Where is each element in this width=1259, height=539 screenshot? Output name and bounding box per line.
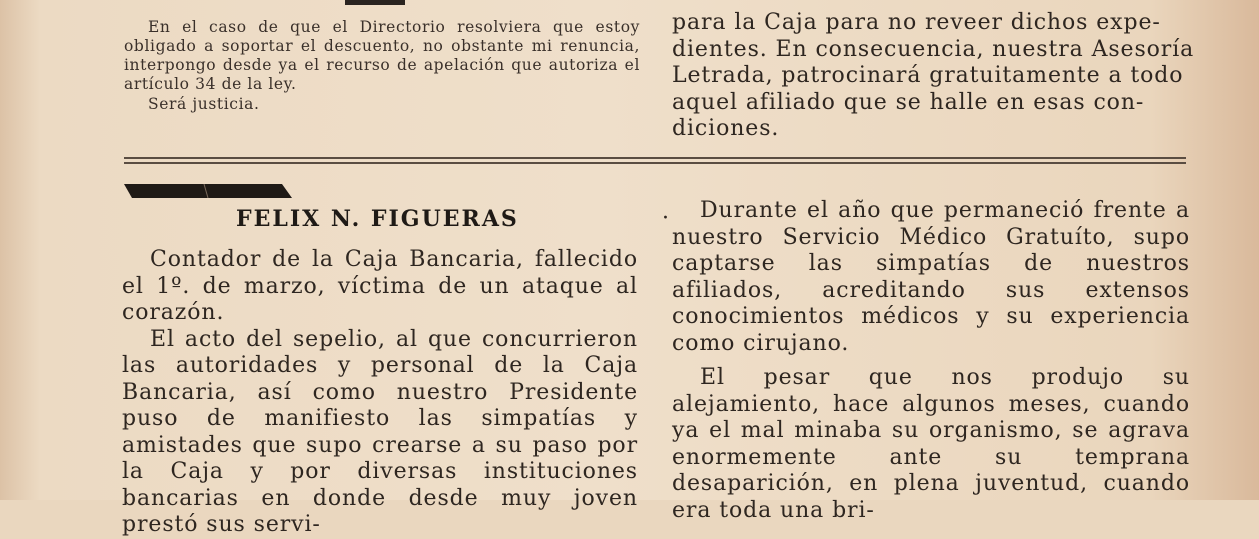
text-line: Letrada, patrocinará gratuitamente a todo <box>672 63 1184 88</box>
text-line: dientes. En consecuencia, nuestra Asesoría <box>672 36 1195 62</box>
top-right-column <box>672 10 1195 143</box>
obituary-left-column <box>122 247 638 539</box>
top-left-column <box>124 18 640 114</box>
text-line: diciones. <box>672 116 780 141</box>
obituary-paragraph: El pesar que nos produjo su alejamiento, hace algunos meses, cuando ya el mal minaba su organismo, se agrava enormemente ante su temprana desaparición, en plena juventud, cuando era toda una bri- <box>672 365 1190 523</box>
appeal-paragraph: En el caso de que el Directorio resolviera que estoy obligado a soportar el descuento, no obstante mi renuncia, interpongo desde ya el recurso de apelación que autoriza el artículo 34 de la ley. <box>124 18 640 93</box>
text-line: para la Caja para no reveer dichos expe- <box>672 10 1161 35</box>
section-divider-bottom <box>124 162 1186 164</box>
obituary-paragraph: Durante el año que permaneció frente a nuestro Servicio Médico Gratuíto, supo captarse las simpatías de nuestros afiliados, acreditando sus extensos conocimientos médicos y su experiencia como cirujano. <box>672 198 1190 356</box>
section-ornament-bar <box>345 0 405 5</box>
section-divider-top <box>124 157 1186 159</box>
obituary-title: FELIX N. FIGUERAS <box>236 206 519 232</box>
obituary-right-column <box>672 198 1190 524</box>
closing-line: Será justicia. <box>148 95 260 113</box>
title-ornament-bar <box>124 184 292 198</box>
bullet-dot: · <box>662 206 669 231</box>
obituary-paragraph: El acto del sepelio, al que concurrieron las autoridades y personal de la Caja Bancaria, así como nuestro Presidente puso de manifiesto las simpatías y amistades que supo crearse a su paso por la Caja y por diversas instituciones bancarias en donde desde muy joven prestó sus servi- <box>122 326 638 537</box>
text-line: aquel afiliado que se halle en esas con- <box>672 89 1145 115</box>
obituary-paragraph: Contador de la Caja Bancaria, fallecido el 1º. de marzo, víctima de un ataque al corazón. <box>122 247 638 325</box>
